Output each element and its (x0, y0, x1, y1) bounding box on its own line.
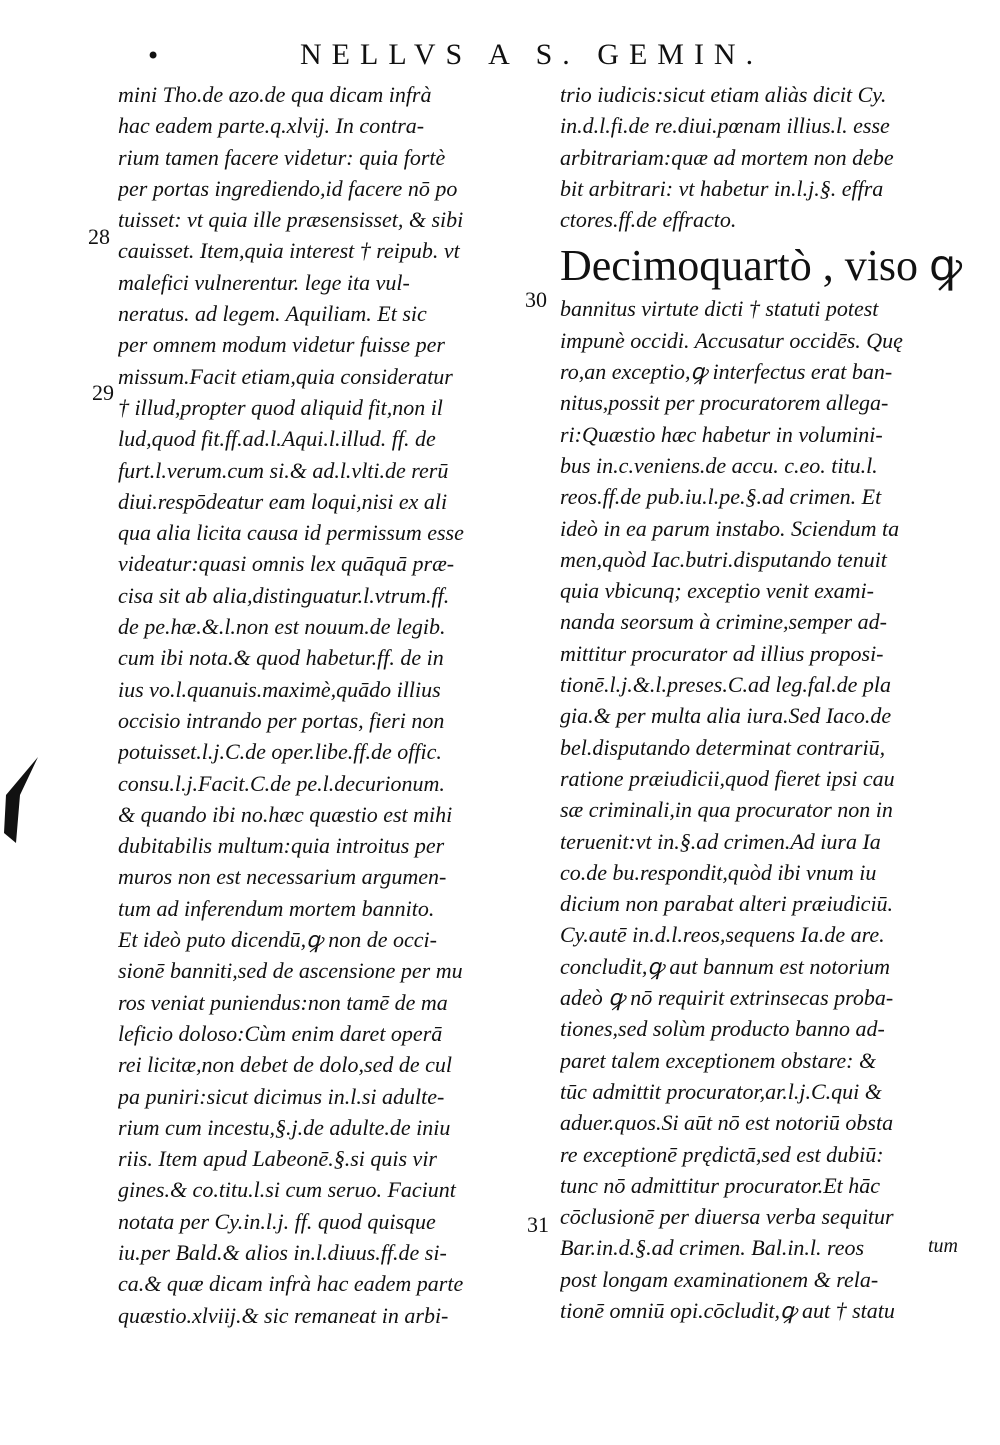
text-line: riis. Item apud Labeonē.§.si quis vir (118, 1146, 437, 1172)
text-line: ro,an exceptio,ꝙ interfectus erat ban- (560, 359, 893, 385)
text-line: Et ideò puto dicendū,ꝙ non de occi- (118, 927, 437, 953)
text-line: malefici vulnerentur. lege ita vul- (118, 269, 410, 295)
text-line: nitus,possit per procuratorem allega- (560, 390, 889, 416)
right-column (560, 79, 963, 1326)
text-line: rei licitæ,non debet de dolo,sed de cul (118, 1052, 452, 1078)
text-line: potuisset.l.j.C.de oper.libe.ff.de offic. (118, 739, 442, 765)
text-line: quæstio.xlviij.& sic remaneat in arbi- (118, 1302, 449, 1328)
text-line: neratus. ad legem. Aquiliam. Et sic (118, 301, 427, 327)
text-line: ri:Quæstio hæc habetur in volumini- (560, 421, 883, 447)
text-line: re exceptionē prędictā,sed est dubiū: (560, 1141, 884, 1167)
text-line: sæ criminali,in qua procurator non in (560, 797, 893, 823)
text-line: per omnem modum videtur fuisse per (118, 332, 445, 358)
margin-number-29: 29 (92, 380, 114, 405)
section-heading: Decimoquartò , viso ꝙ (560, 241, 963, 291)
text-line: & quando ibi no.hæc quæstio est mihi (118, 801, 453, 827)
text-line: lud,quod fit.ff.ad.l.Aqui.l.illud. ff. de (118, 426, 436, 452)
text-line: ius vo.l.quanuis.maximè,quādo illius (118, 676, 441, 702)
text-line: furt.l.verum.cum si.& ad.l.vlti.de rerū (118, 457, 449, 483)
text-line: concludit,ꝙ aut bannum est notorium (560, 953, 891, 979)
text-line: impunè occidi. Accusatur occidēs. Quę (560, 327, 903, 353)
text-line: notata per Cy.in.l.j. ff. quod quisque (118, 1208, 436, 1234)
text-line: post longam examinationem & rela- (560, 1266, 879, 1292)
text-line: bit arbitrari: vt habetur in.l.j.§. effra (560, 175, 884, 201)
text-line: muros non est necessarium argumen- (118, 864, 447, 890)
text-line: bannitus virtute dicti † statuti potest (560, 296, 879, 322)
text-line: per portas ingrediendo,id facere nō po (118, 175, 458, 201)
text-line: bus in.c.veniens.de accu. c.eo. titu.l. (560, 452, 878, 478)
text-line: leficio doloso:Cùm enim daret operā (118, 1020, 443, 1046)
text-line: Bar.in.d.§.ad crimen. Bal.in.l. reos (560, 1235, 865, 1261)
text-line: missum.Facit etiam,quia consideratur (118, 363, 453, 389)
text-line: paret talem exceptionem obstare: & (560, 1047, 877, 1073)
text-line: reos.ff.de pub.iu.l.pe.§.ad crimen. Et (560, 484, 882, 510)
text-line: ros veniat puniendus:non tamē de ma (118, 989, 448, 1015)
text-line: tiones,sed solùm producto banno ad- (560, 1016, 885, 1042)
text-line: cum ibi nota.& quod habetur.ff. de in (118, 645, 444, 671)
text-line: cisa sit ab alia,distinguatur.l.vtrum.ff. (118, 582, 450, 608)
text-line: † illud,propter quod aliquid fit,non il (118, 394, 443, 420)
text-line: men,quòd Iac.butri.disputando tenuit (560, 546, 887, 572)
text-line: tuisset: vt quia ille præsensisset, & sibi (118, 207, 464, 233)
text-line: mittitur procurator ad illius proposi- (560, 640, 884, 666)
text-line: ratione præiudicii,quod fieret ipsi cau (560, 765, 895, 791)
text-line: rium tamen facere videtur: quia fortè (118, 144, 446, 170)
text-line: hac eadem parte.q.xlvij. In contra- (118, 113, 425, 139)
text-line: qua alia licita causa id permissum esse (118, 520, 464, 546)
margin-number-30: 30 (525, 287, 547, 312)
text-line: cōclusionē per diuersa verba sequitur (560, 1204, 894, 1230)
text-line: ca.& quæ dicam infrà hac eadem parte (118, 1271, 464, 1297)
text-line: gines.& co.titu.l.si cum seruo. Faciunt (118, 1177, 456, 1203)
text-line: gia.& per multa alia iura.Sed Iaco.de (560, 703, 892, 729)
running-header: NELLVS A S. GEMIN. (300, 38, 764, 71)
text-line: aduer.quos.Si aūt nō est notoriū obsta (560, 1110, 894, 1136)
text-line: dicium non parabat alteri præiudiciū. (560, 891, 894, 917)
text-line: co.de bu.respondit,quòd ibi vnum iu (560, 859, 877, 885)
text-line: iu.per Bald.& alios in.l.diuus.ff.de si- (118, 1239, 447, 1265)
text-line: pa puniri:sicut dicimus in.l.si adulte- (118, 1083, 445, 1109)
header-dot: • (146, 42, 161, 70)
margin-number-31: 31 (527, 1212, 549, 1237)
text-line: arbitrariam:quæ ad mortem non debe (560, 144, 894, 170)
left-column (118, 79, 538, 1331)
text-line: quia vbicunq; exceptio venit exami- (560, 578, 874, 604)
text-line: ctores.ff.de effracto. (560, 207, 737, 233)
text-line: tionē omniū opi.cōcludit,ꝙ aut † statu (560, 1297, 895, 1323)
margin-number-28: 28 (88, 224, 110, 249)
text-line: ideò in ea parum instabo. Sciendum ta (560, 515, 900, 541)
text-line: tum ad inferendum mortem bannito. (118, 895, 435, 921)
ink-blot-mark (0, 755, 40, 845)
text-line: cauisset. Item,quia interest † reipub. vt (118, 238, 460, 264)
text-line: de pe.hæ.&.l.non est nouum.de legib. (118, 614, 446, 640)
text-line: trio iudicis:sicut etiam aliàs dicit Cy. (560, 82, 887, 107)
text-line: in.d.l.fi.de re.diui.pœnam illius.l. esse (560, 113, 890, 139)
text-line: sionē banniti,sed de ascensione per mu (118, 958, 463, 984)
text-line: diui.respōdeatur eam loqui,nisi ex ali (118, 488, 448, 514)
text-line: videatur:quasi omnis lex quāquā præ- (118, 551, 455, 577)
text-line: rium cum incestu,§.j.de adulte.de iniu (118, 1114, 451, 1140)
text-line: bel.disputando determinat contrariū, (560, 734, 886, 760)
text-line: adeò ꝙ nō requirit extrinsecas proba- (560, 985, 894, 1011)
text-line: nanda seorsum à crimine,semper ad- (560, 609, 887, 635)
text-line: tionē.l.j.&.l.preses.C.ad leg.fal.de pla (560, 672, 891, 698)
text-line: Cy.autē in.d.l.reos,sequens Ia.de are. (560, 922, 885, 948)
text-line: teruenit:vt in.§.ad crimen.Ad iura Ia (560, 828, 881, 854)
catchword: tum (928, 1235, 958, 1257)
text-line: consu.l.j.Facit.C.de pe.l.decurionum. (118, 770, 445, 796)
text-line: dubitabilis multum:quia introitus per (118, 833, 445, 859)
text-line: tūc admittit procurator,ar.l.j.C.qui & (560, 1078, 882, 1104)
text-line: occisio intrando per portas, fieri non (118, 707, 445, 733)
text-line: mini Tho.de azo.de qua dicam infrà (118, 82, 432, 107)
text-line: tunc nō admittitur procurator.Et hāc (560, 1172, 881, 1198)
